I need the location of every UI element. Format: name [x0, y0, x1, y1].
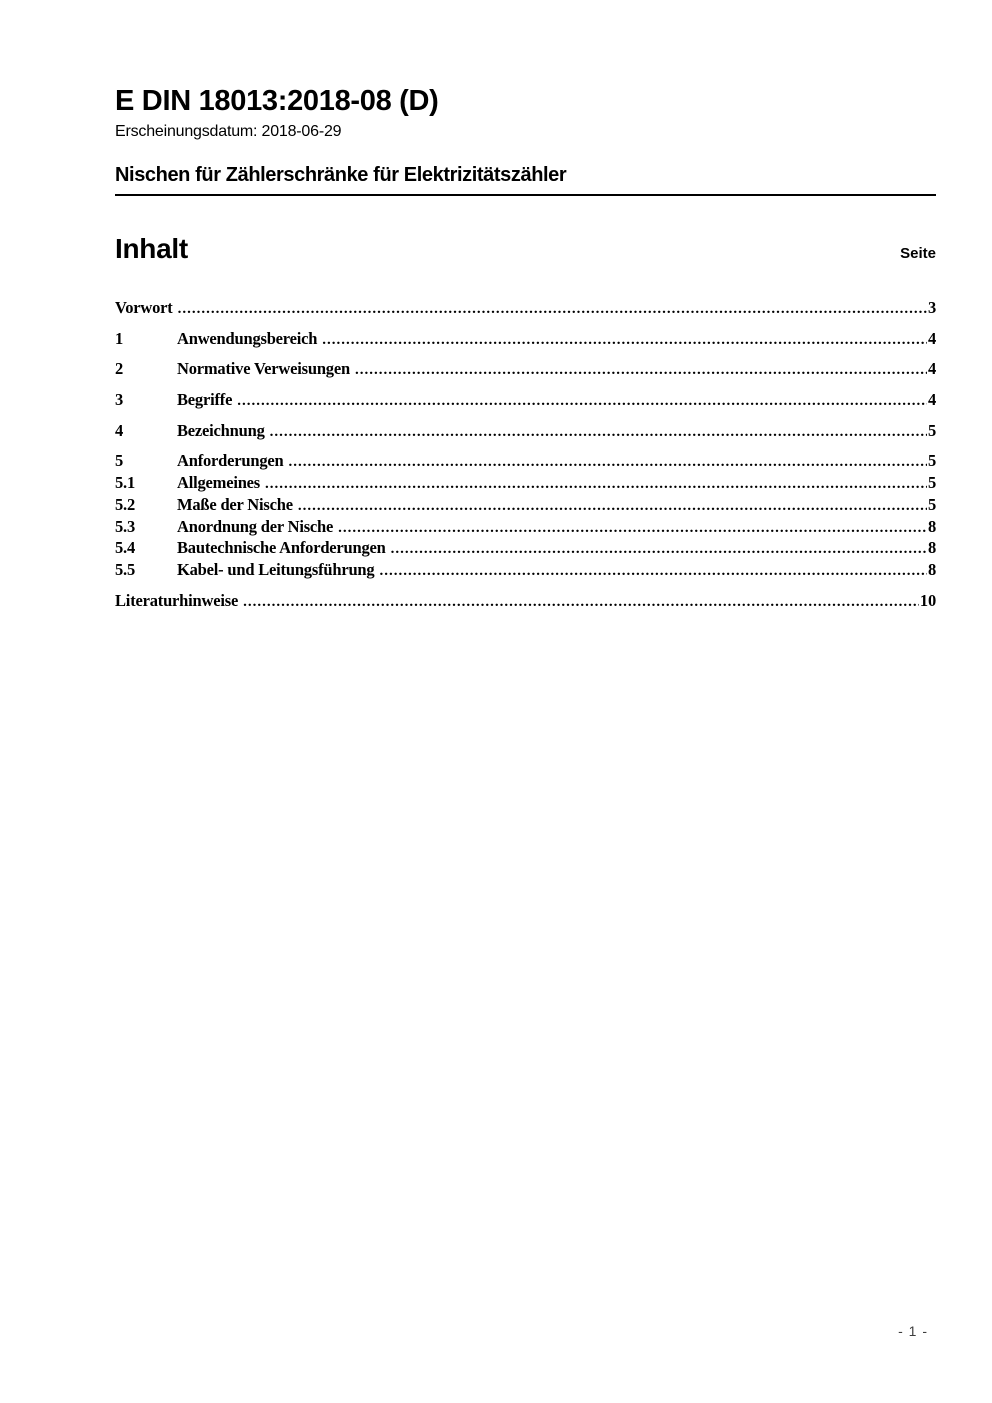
toc-dot-leader: [298, 496, 927, 517]
toc-entry-number: 1: [115, 328, 124, 348]
page-content: [115, 0, 936, 612]
toc-entry: [115, 517, 936, 539]
toc-dot-leader: [322, 330, 927, 351]
toc-entry-number: 5: [115, 451, 124, 471]
toc-entry: [115, 495, 936, 517]
toc-entry-title: Literaturhinweise: [115, 590, 239, 610]
toc-dot-leader: [270, 422, 927, 443]
table-of-contents: [115, 298, 936, 612]
toc-entry: [115, 298, 936, 320]
toc-entry-number: 2: [115, 359, 124, 379]
toc-entry: [115, 390, 936, 412]
toc-dot-leader: [243, 592, 919, 613]
toc-dot-leader: [237, 391, 927, 412]
toc-entry-page: 10: [919, 590, 936, 610]
toc-entry-title: Bautechnische Anforderungen: [177, 538, 386, 558]
toc-dot-leader: [391, 539, 927, 560]
toc-entry-page: 4: [927, 359, 936, 379]
toc-entry-title: Anforderungen: [177, 451, 284, 471]
toc-dot-leader: [355, 360, 927, 381]
toc-page-column-label: Seite: [900, 244, 936, 262]
toc-entry-title: Begriffe: [177, 390, 233, 409]
toc-entry-page: 8: [927, 559, 936, 579]
toc-entry: [115, 329, 936, 351]
toc-entry-title: Allgemeines: [177, 473, 261, 493]
toc-entry-number: 5.2: [115, 494, 136, 514]
toc-dot-leader: [379, 561, 926, 582]
toc-entry-title: Bezeichnung: [177, 420, 265, 440]
toc-entry-page: 8: [927, 538, 936, 558]
page-number-footer: - 1 -: [898, 1323, 928, 1339]
toc-entry-page: 5: [927, 451, 936, 471]
toc-dot-leader: [289, 452, 927, 473]
toc-entry: [115, 421, 936, 443]
toc-entry-number: 3: [115, 390, 124, 409]
document-id-title: E DIN 18013:2018-08 (D): [115, 85, 439, 117]
toc-entry-title: Maße der Nische: [177, 494, 293, 514]
toc-entry-number: 5.5: [115, 559, 136, 579]
toc-entry: [115, 451, 936, 473]
toc-entry-number: 5.4: [115, 538, 136, 558]
toc-entry-title: Normative Verweisungen: [177, 359, 350, 379]
toc-entry-page: 5: [927, 473, 936, 493]
toc-entry: [115, 473, 936, 495]
release-date: Erscheinungsdatum: 2018-06-29: [115, 122, 342, 140]
document-subject-title: Nischen für Zählerschränke für Elektrizitätszähler: [115, 164, 936, 196]
toc-dot-leader: [265, 474, 927, 495]
toc-entry-page: 4: [927, 390, 936, 409]
toc-dot-leader: [178, 299, 927, 320]
toc-entry-title: Anordnung der Nische: [177, 516, 334, 536]
toc-entry: [115, 591, 936, 613]
toc-entry: [115, 359, 936, 381]
toc-heading: Inhalt: [115, 232, 188, 264]
toc-entry-title: Kabel- und Leitungsführung: [177, 559, 375, 579]
toc-entry-page: 4: [927, 328, 936, 348]
toc-entry-page: 5: [927, 420, 936, 440]
toc-entry-number: 5.1: [115, 473, 136, 493]
toc-entry-page: 3: [927, 297, 936, 317]
toc-entry-page: 5: [927, 494, 936, 514]
toc-entry-number: 4: [115, 420, 124, 440]
toc-entry: [115, 560, 936, 582]
toc-entry-number: 5.3: [115, 516, 136, 536]
toc-entry-title: Anwendungsbereich: [177, 328, 318, 348]
toc-entry-title: Vorwort: [115, 297, 173, 317]
toc-dot-leader: [338, 518, 927, 539]
toc-header: [115, 233, 936, 265]
toc-entry-page: 8: [927, 516, 936, 536]
toc-entry: [115, 538, 936, 560]
